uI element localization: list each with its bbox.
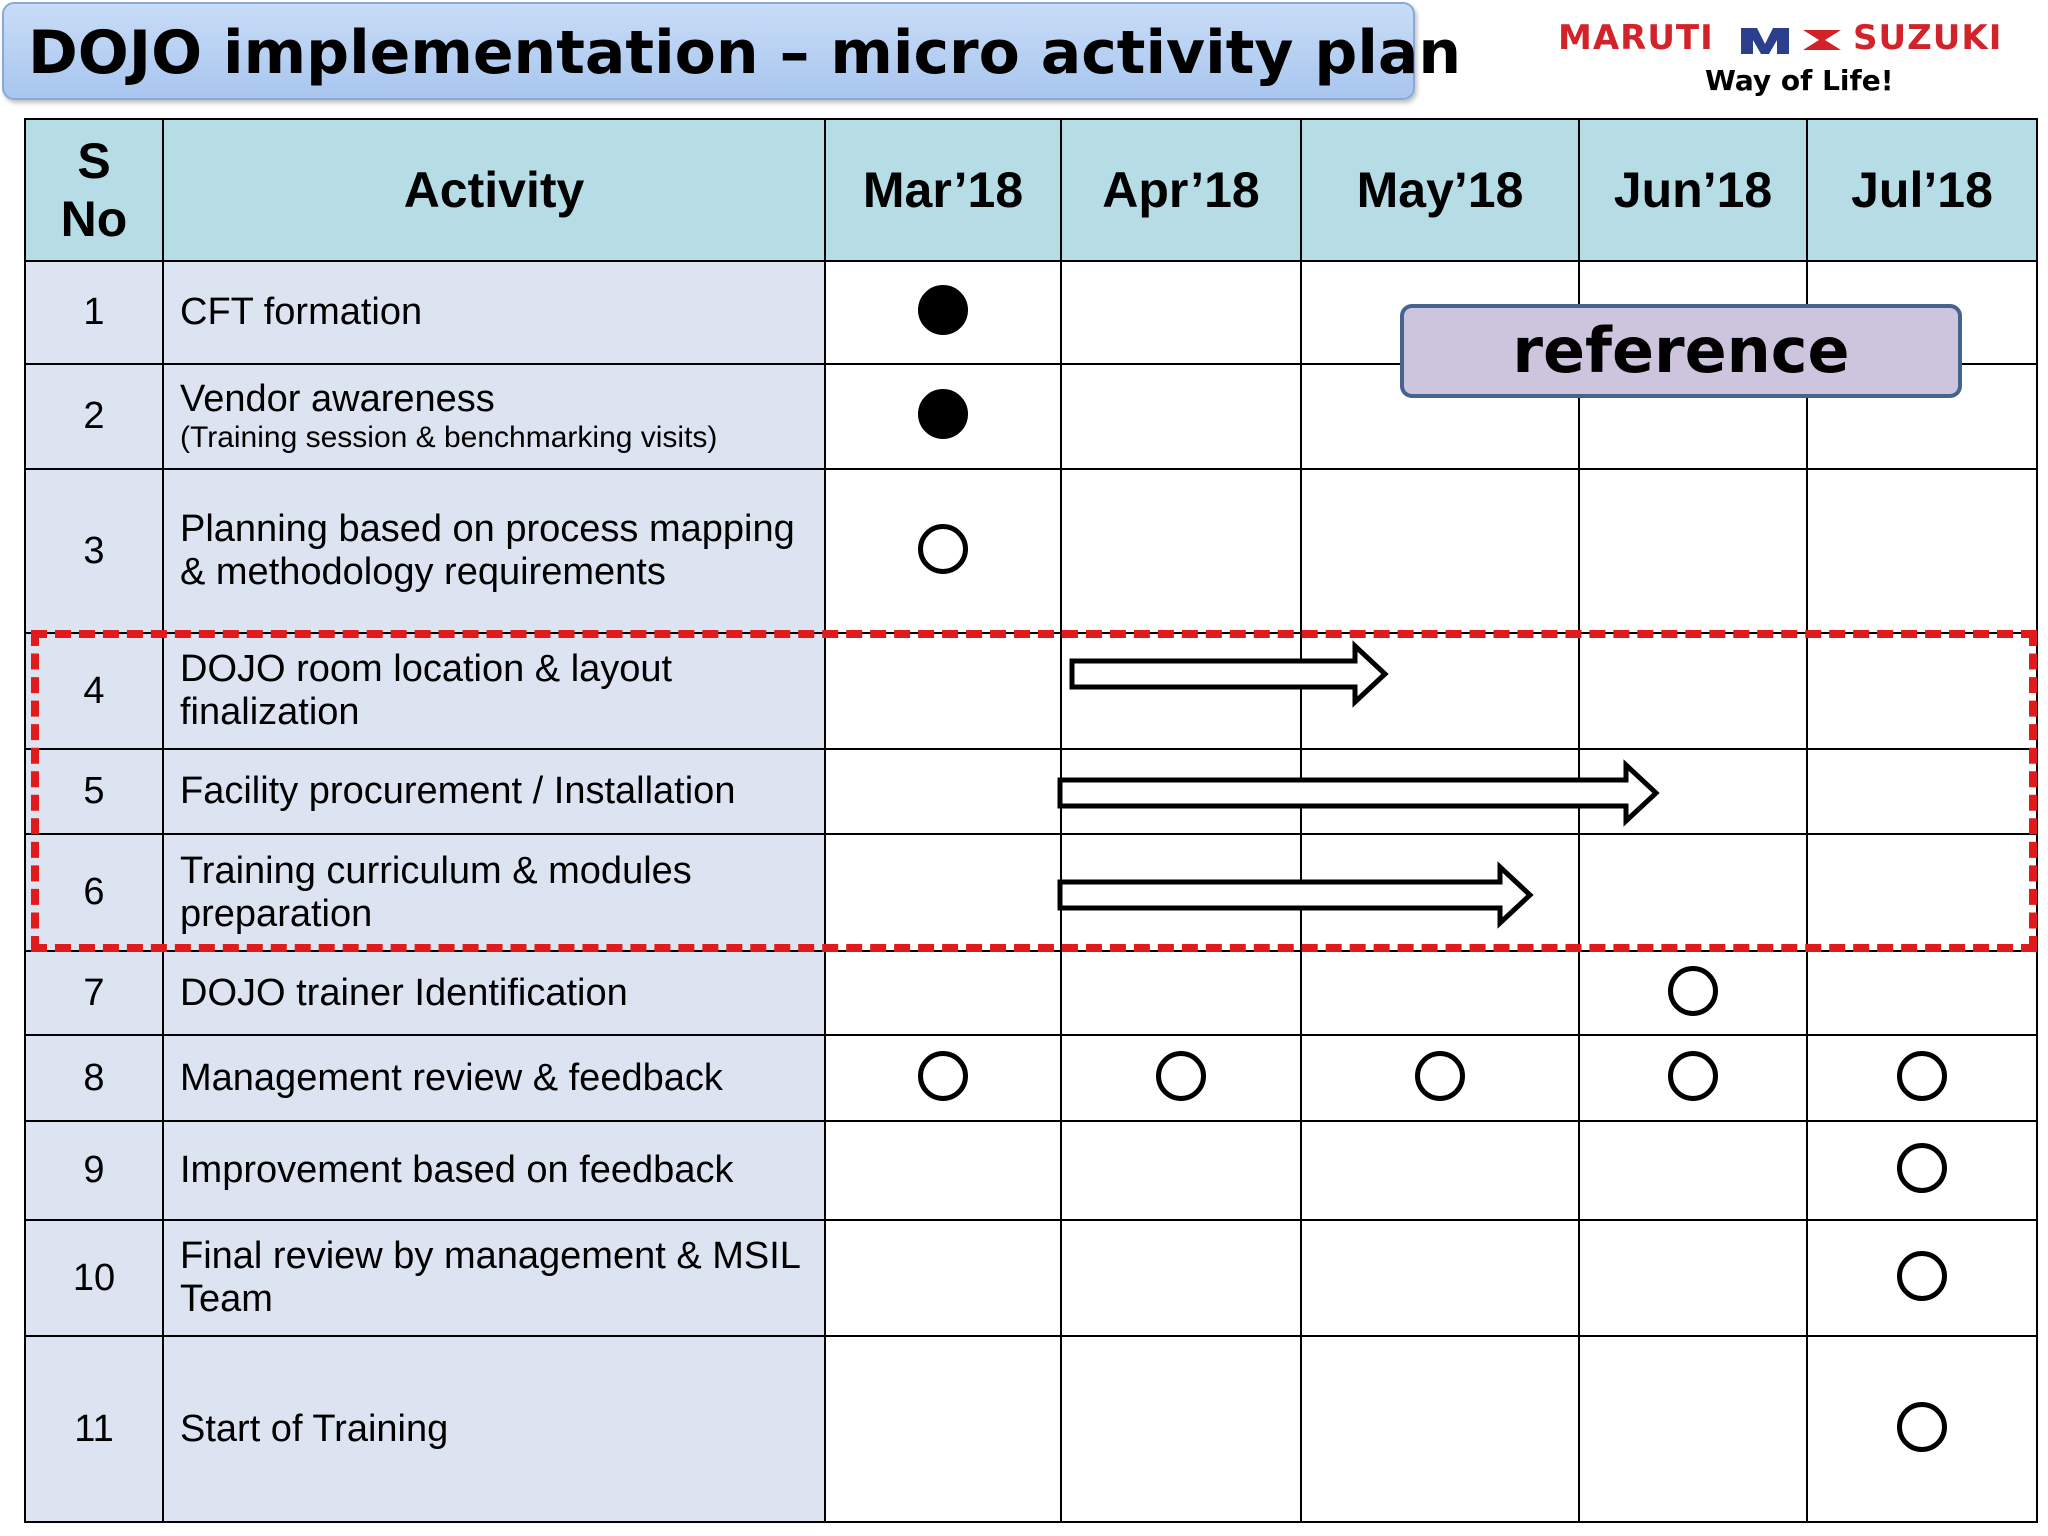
column-header-activity: Activity [163,119,825,261]
month-cell [1061,1336,1301,1522]
table-row [25,951,2037,1035]
activity-label: Planning based on process mapping & methodology requirements [180,508,795,593]
month-cell [1807,1121,2037,1220]
empty-circle-icon [1897,1051,1947,1101]
activity-cell [163,834,825,951]
activity-cell [163,1220,825,1336]
activity-label: DOJO trainer Identification [180,971,628,1014]
month-cell [1301,749,1579,834]
empty-circle-icon [1415,1051,1465,1101]
activity-label: Training curriculum & modules preparation [180,849,692,935]
column-header-month: Mar’18 [825,119,1061,261]
month-cell [1579,749,1807,834]
activity-label: Start of Training [180,1407,449,1450]
title-banner [2,2,1462,100]
empty-circle-icon [918,524,968,574]
row-number: 1 [25,261,163,364]
month-cell [1061,469,1301,633]
row-number: 11 [25,1336,163,1522]
month-cell [1807,1220,2037,1336]
row-number: 6 [25,834,163,951]
month-cell [825,633,1061,749]
activity-cell [163,749,825,834]
month-cell [825,469,1061,633]
row-number: 8 [25,1035,163,1121]
filled-circle-icon [918,389,968,439]
logo-brand-right: SUZUKI [1853,18,2003,58]
row-number: 9 [25,1121,163,1220]
month-cell [1807,1035,2037,1121]
month-cell [825,1035,1061,1121]
month-cell [1301,1121,1579,1220]
empty-circle-icon [1668,1051,1718,1101]
empty-circle-icon [1156,1051,1206,1101]
month-cell [1807,633,2037,749]
column-header-month: Jun’18 [1579,119,1807,261]
activity-sublabel: (Training session & benchmarking visits) [180,421,718,454]
activity-cell [163,633,825,749]
month-cell [1579,1336,1807,1522]
row-number: 5 [25,749,163,834]
month-cell [1807,469,2037,633]
activity-label: CFT formation [180,291,423,333]
row-number: 10 [25,1220,163,1336]
month-cell [1061,1035,1301,1121]
company-logo [1548,18,2048,108]
page-title: DOJO implementation – micro activity plan [28,18,1462,88]
month-cell [1301,1035,1579,1121]
activity-cell [163,469,825,633]
month-cell [1579,1121,1807,1220]
activity-label: Management review & feedback [180,1056,723,1099]
month-cell [1807,834,2037,951]
activity-label: Final review by management & MSIL Team [180,1235,800,1320]
column-header-month: May’18 [1301,119,1579,261]
month-cell [1807,1336,2037,1522]
table-row [25,749,2037,834]
activity-cell [163,261,825,364]
activity-label: Vendor awareness [180,378,495,420]
table-row [25,834,2037,951]
month-cell [1061,633,1301,749]
column-header-sno: S No [25,119,163,261]
table-row [25,633,2037,749]
table-header-row [25,119,2037,261]
month-cell [1301,951,1579,1035]
month-cell [1061,834,1301,951]
month-cell [1061,1220,1301,1336]
table-row [25,1121,2037,1220]
logo-brand-left: MARUTI [1558,18,1714,58]
month-cell [1061,951,1301,1035]
activity-label: Improvement based on feedback [180,1149,734,1191]
table-row [25,469,2037,633]
month-cell [825,834,1061,951]
month-cell [825,364,1061,469]
month-cell [825,1220,1061,1336]
empty-circle-icon [1897,1402,1947,1452]
month-cell [1301,633,1579,749]
logo-mark-icon [1741,20,1851,60]
empty-circle-icon [1897,1251,1947,1301]
row-number: 4 [25,633,163,749]
logo-tagline: Way of Life! [1705,64,1894,97]
row-number: 7 [25,951,163,1035]
month-cell [825,1121,1061,1220]
month-cell [825,261,1061,364]
month-cell [1579,469,1807,633]
table-row [25,1336,2037,1522]
month-cell [1301,834,1579,951]
month-cell [1807,951,2037,1035]
month-cell [1579,834,1807,951]
month-cell [1579,951,1807,1035]
table-row [25,1035,2037,1121]
month-cell [1807,749,2037,834]
row-number: 2 [25,364,163,469]
month-cell [1061,1121,1301,1220]
activity-label: Facility procurement / Installation [180,770,736,812]
month-cell [1061,749,1301,834]
activity-cell [163,1121,825,1220]
activity-cell [163,364,825,469]
activity-cell [163,1035,825,1121]
activity-cell [163,951,825,1035]
activity-cell [163,1336,825,1522]
month-cell [1579,633,1807,749]
column-header-month: Apr’18 [1061,119,1301,261]
month-cell [1061,364,1301,469]
column-header-month: Jul’18 [1807,119,2037,261]
month-cell [825,951,1061,1035]
month-cell [825,749,1061,834]
month-cell [825,1336,1061,1522]
activity-label: DOJO room location & layout finalization [180,648,673,733]
month-cell [1301,1220,1579,1336]
month-cell [1301,1336,1579,1522]
table-row [25,1220,2037,1336]
row-number: 3 [25,469,163,633]
month-cell [1301,469,1579,633]
empty-circle-icon [918,1051,968,1101]
month-cell [1061,261,1301,364]
reference-badge: reference [1400,304,1962,398]
filled-circle-icon [918,285,968,335]
empty-circle-icon [1668,966,1718,1016]
month-cell [1579,1035,1807,1121]
month-cell [1579,1220,1807,1336]
empty-circle-icon [1897,1143,1947,1193]
